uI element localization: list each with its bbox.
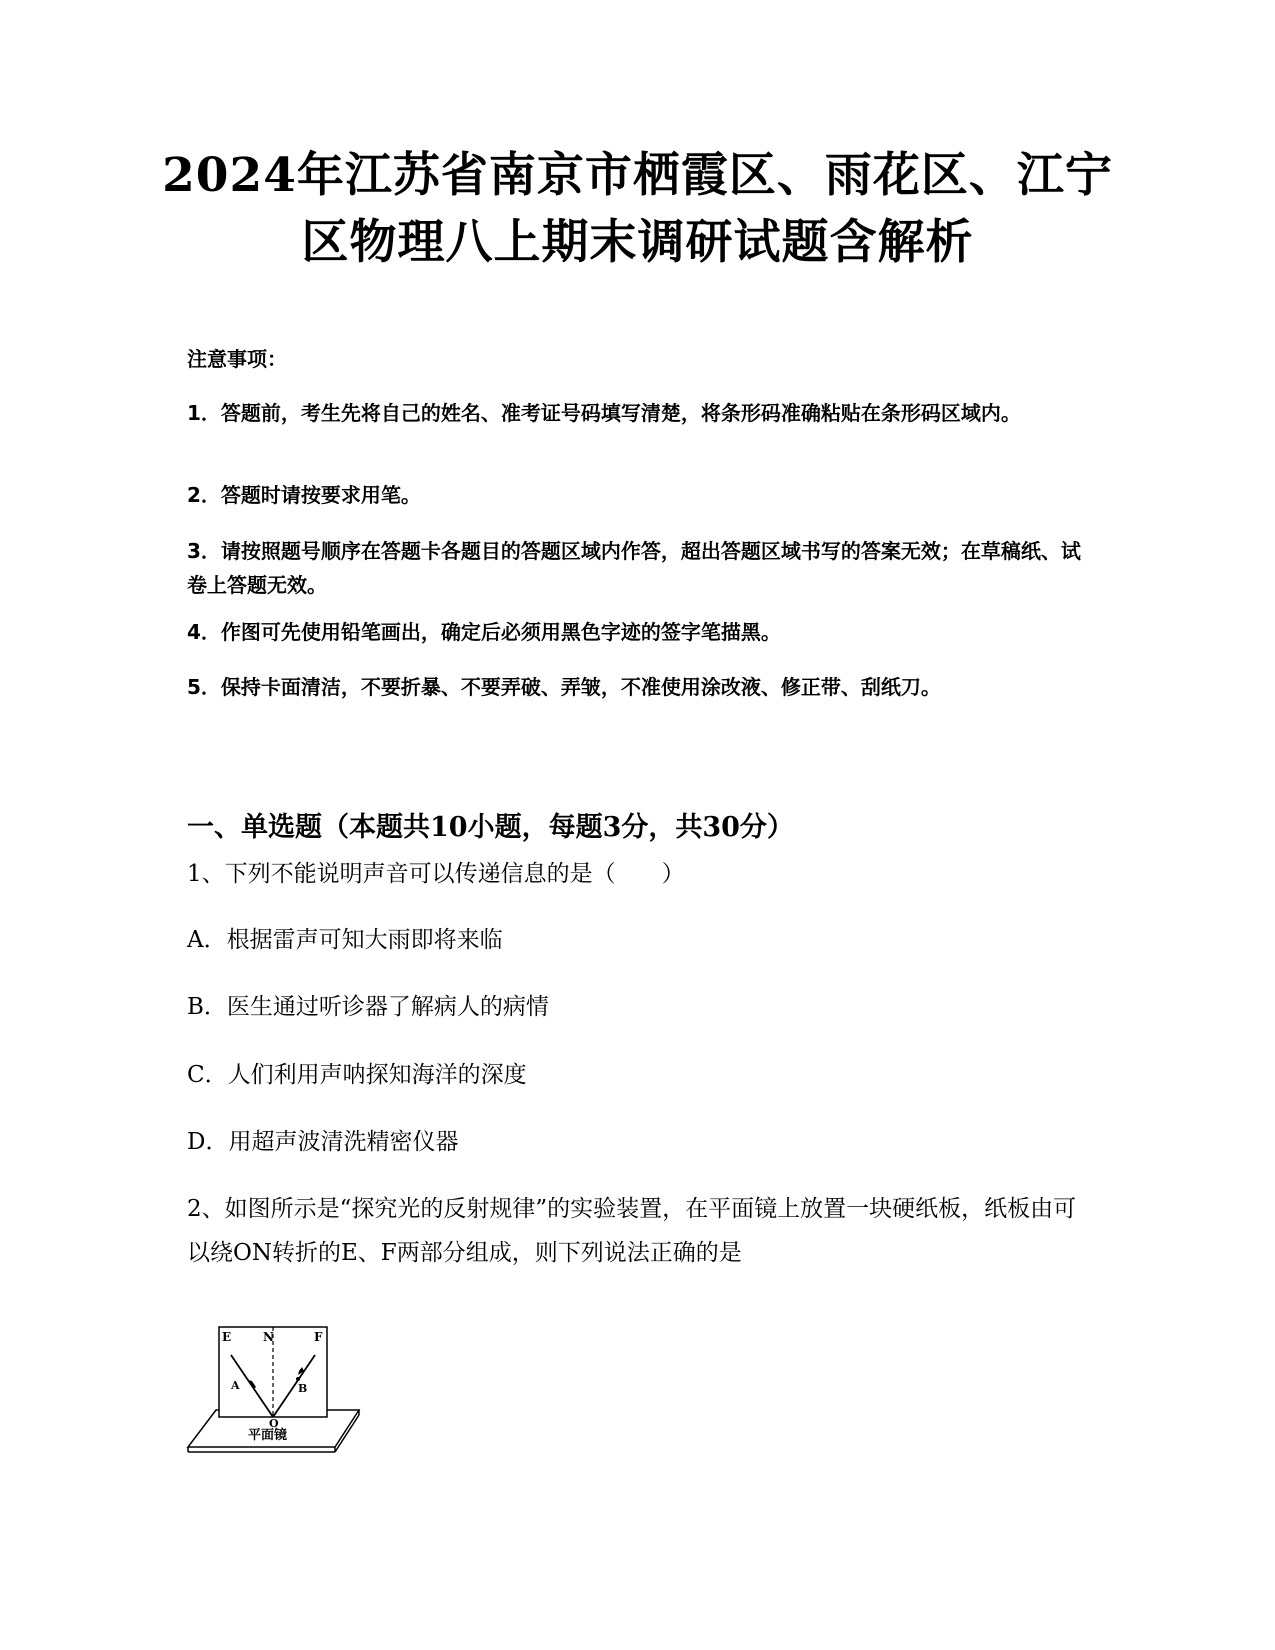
q1-option-d: D．用超声波清洗精密仪器 — [187, 1129, 459, 1155]
q1-stem: 1、下列不能说明声音可以传递信息的是（ ） — [187, 861, 685, 887]
q1-option-c: C．人们利用声呐探知海洋的深度 — [187, 1062, 527, 1088]
label-f: F — [314, 1330, 323, 1344]
q2-stem: 2、如图所示是“探究光的反射规律”的实验装置，在平面镜上放置一块硬纸板，纸板由可以绕ON转折的E、F两部分组成，则下列说法正确的是 — [187, 1196, 1077, 1266]
notice-item-2: 2．答题时请按要求用笔。 — [187, 483, 421, 507]
label-o: O — [269, 1417, 279, 1430]
label-n: N — [263, 1330, 274, 1344]
reflection-diagram — [186, 1325, 361, 1455]
section-heading: 一、单选题（本题共10小题，每题3分，共30分） — [187, 812, 794, 843]
notice-item-1: 1．答题前，考生先将自己的姓名、准考证号码填写清楚，将条形码准确粘贴在条形码区域内。 — [187, 401, 1021, 425]
title-line-1: 2024年江苏省南京市栖霞区、雨花区、江宁 — [162, 148, 1113, 203]
notice-item-3: 3．请按照题号顺序在答题卡各题目的答题区域内作答，超出答题区域书写的答案无效；在草稿纸、试卷上答题无效。 — [187, 539, 1081, 597]
label-e: E — [222, 1330, 232, 1344]
mirror-label: 平面镜 — [248, 1428, 288, 1443]
notice-item-4: 4．作图可先使用铅笔画出，确定后必须用黑色字迹的签字笔描黑。 — [187, 620, 781, 644]
document-title — [100, 142, 1175, 276]
title-line-2: 区物理八上期末调研试题含解析 — [301, 215, 974, 270]
notice-heading: 注意事项： — [187, 347, 287, 371]
point-b-dot — [296, 1377, 300, 1381]
label-b: B — [298, 1382, 308, 1395]
q1-option-a: A．根据雷声可知大雨即将来临 — [187, 927, 503, 953]
label-a: A — [231, 1379, 240, 1392]
notice-item-5: 5．保持卡面清洁，不要折暴、不要弄破、弄皱，不准使用涂改液、修正带、刮纸刀。 — [187, 675, 941, 699]
q1-option-b: B．医生通过听诊器了解病人的病情 — [187, 994, 549, 1020]
